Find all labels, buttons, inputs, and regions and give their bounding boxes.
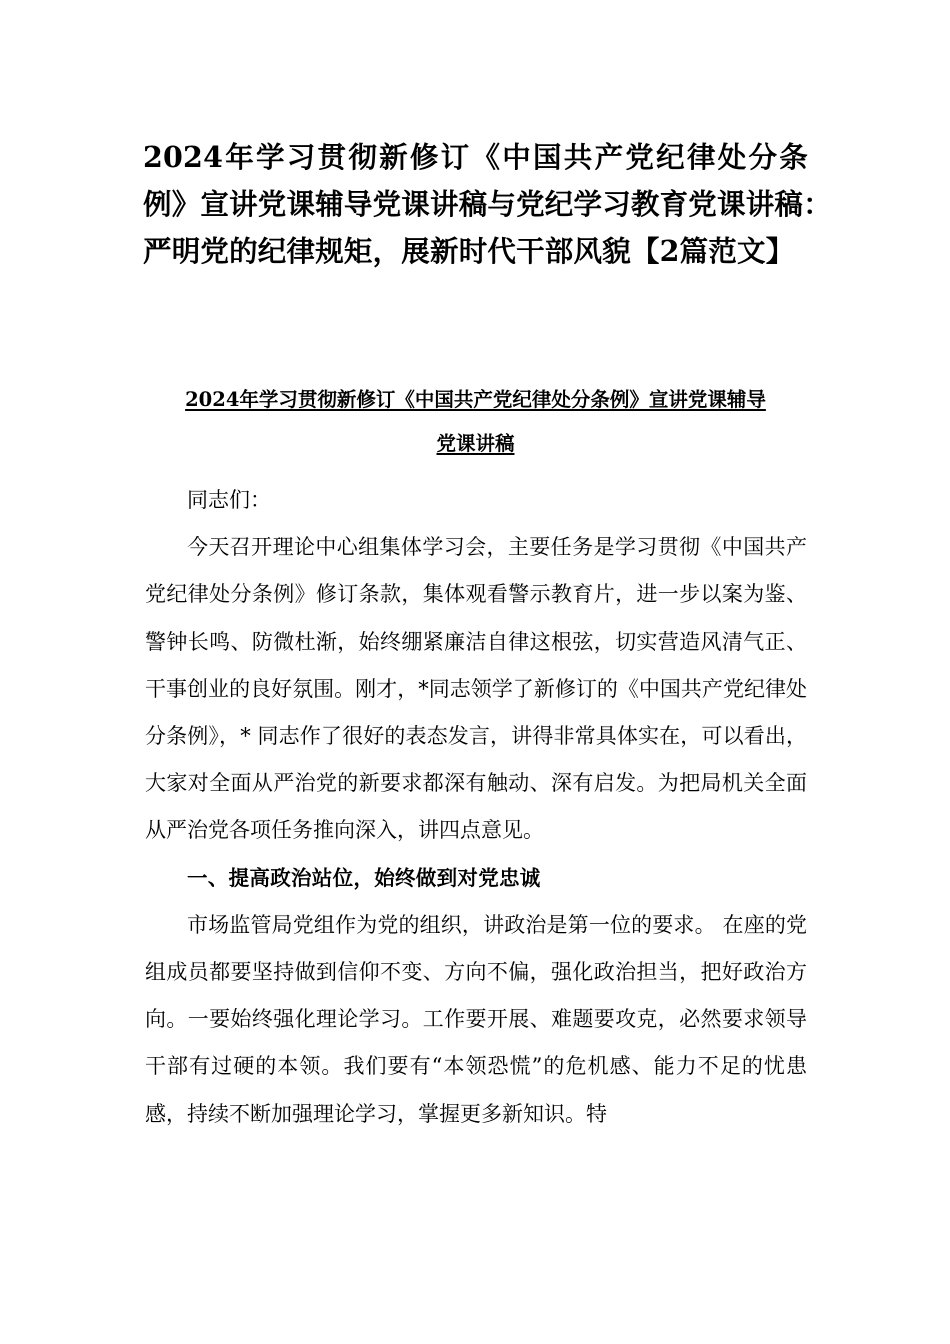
document-body: [145, 477, 814, 1138]
document-title-line-1: 2024年学习贯彻新修订《中国共产党纪律处分条: [143, 140, 808, 174]
document-title-line-3: 严明党的纪律规矩，展新时代干部风貌【2篇范文】: [143, 234, 795, 268]
body-paragraph-1: 今天召开理论中心组集体学习会，主要任务是学习贯彻《中国共产党纪律处分条例》修订条款，集体观看警示教育片，进一步以案为鉴、警钟长鸣、防微杜渐，始终绷紧廉洁自律这根弦，切实营造风清气正、干事创业的良好氛围。刚才，*同志领学了新修订的《中国共产党纪律处分条例》，* 同志作了很好的表态发言，讲得非常具体实在，可以看出， 大家对全面从严治党的新要求都深有触动、深有启发。为把局机关全面从严治党各项任务推向深入，讲四点意见。: [145, 535, 814, 843]
section-heading-1: 一、提高政治站位，始终做到对党忠诚: [187, 865, 541, 890]
document-subtitle-line-2: 党课讲稿: [436, 432, 515, 455]
document-subtitle: [143, 378, 808, 466]
salutation: 同志们：: [187, 488, 271, 512]
document-title-line-2: 例》宣讲党课辅导党课讲稿与党纪学习教育党课讲稿：: [143, 187, 832, 221]
document-title: [143, 134, 832, 275]
document-subtitle-line-1: 2024年学习贯彻新修订《中国共产党纪律处分条例》宣讲党课辅导: [185, 388, 766, 411]
body-paragraph-2: 市场监管局党组作为党的组织，讲政治是第一位的要求。 在座的党组成员都要坚持做到信仰不变、方向不偏，强化政治担当，把好政治方向。一要始终强化理论学习。工作要开展、难题要攻克，必然要求领导干部有过硬的本领。我们要有“本领恐慌”的危机感、能力不足的忧患感，持续不断加强理论学习，掌握更多新知识。特: [145, 912, 807, 1126]
